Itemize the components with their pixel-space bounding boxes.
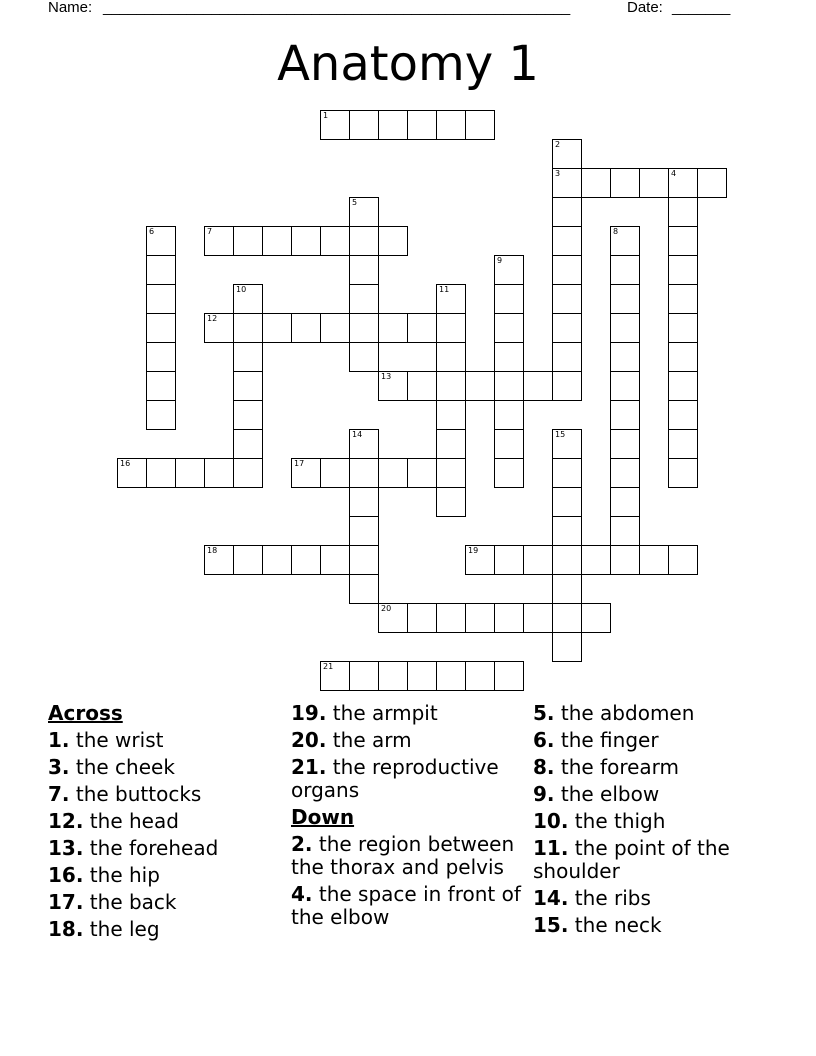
grid-cell[interactable]: [465, 603, 495, 633]
grid-cell[interactable]: [146, 284, 176, 314]
grid-cell[interactable]: [668, 313, 698, 343]
grid-cell[interactable]: [552, 429, 582, 459]
grid-cell[interactable]: [378, 603, 408, 633]
clue-across-7: [48, 783, 278, 806]
grid-cell[interactable]: [349, 545, 379, 575]
grid-cell[interactable]: [378, 661, 408, 691]
grid-cell[interactable]: [436, 284, 466, 314]
grid-cell[interactable]: [494, 342, 524, 372]
clue-number: 19.: [291, 701, 327, 725]
grid-cell[interactable]: [465, 371, 495, 401]
grid-cell[interactable]: [639, 545, 669, 575]
grid-cell[interactable]: [349, 574, 379, 604]
cell-number: 3: [555, 169, 561, 178]
grid-cell[interactable]: [610, 342, 640, 372]
clue-down-4: [291, 883, 526, 929]
grid-cell[interactable]: [291, 458, 321, 488]
grid-cell[interactable]: [552, 516, 582, 546]
grid-cell[interactable]: [146, 342, 176, 372]
cell-number: 11: [439, 285, 450, 294]
grid-cell[interactable]: [204, 313, 234, 343]
grid-cell[interactable]: [610, 400, 640, 430]
grid-cell[interactable]: [552, 632, 582, 662]
grid-cell[interactable]: [436, 661, 466, 691]
grid-cell[interactable]: [349, 429, 379, 459]
grid-cell[interactable]: [668, 545, 698, 575]
grid-cell[interactable]: [552, 313, 582, 343]
grid-cell[interactable]: [146, 226, 176, 256]
grid-cell[interactable]: [233, 313, 263, 343]
clue-text: the arm: [332, 728, 412, 752]
clue-number: 7.: [48, 782, 70, 806]
grid-cell[interactable]: [668, 168, 698, 198]
grid-cell[interactable]: [407, 371, 437, 401]
cell-number: 5: [352, 198, 358, 207]
grid-cell[interactable]: [233, 400, 263, 430]
cell-number: 4: [671, 169, 677, 178]
clue-number: 21.: [291, 755, 327, 779]
grid-cell[interactable]: [436, 400, 466, 430]
clue-down-15: [533, 914, 768, 937]
date-field[interactable]: _______: [672, 0, 731, 16]
grid-cell[interactable]: [668, 342, 698, 372]
clue-across-17: [48, 891, 278, 914]
grid-cell[interactable]: [378, 458, 408, 488]
grid-cell[interactable]: [581, 603, 611, 633]
clue-down-8: [533, 756, 768, 779]
clue-text: the ribs: [574, 886, 651, 910]
grid-cell[interactable]: [320, 458, 350, 488]
grid-cell[interactable]: [407, 661, 437, 691]
grid-cell[interactable]: [697, 168, 727, 198]
clue-number: 4.: [291, 882, 313, 906]
grid-cell[interactable]: [552, 487, 582, 517]
grid-cell[interactable]: [552, 226, 582, 256]
clue-text: the back: [89, 890, 177, 914]
grid-cell[interactable]: [349, 226, 379, 256]
grid-cell[interactable]: [349, 487, 379, 517]
grid-cell[interactable]: [494, 371, 524, 401]
clue-text: the elbow: [560, 782, 660, 806]
grid-cell[interactable]: [436, 110, 466, 140]
grid-cell[interactable]: [494, 603, 524, 633]
grid-cell[interactable]: [378, 371, 408, 401]
clue-across-19: [291, 702, 526, 725]
grid-cell[interactable]: [436, 429, 466, 459]
grid-cell[interactable]: [668, 458, 698, 488]
clue-down-14: [533, 887, 768, 910]
grid-cell[interactable]: [320, 110, 350, 140]
grid-cell[interactable]: [436, 342, 466, 372]
grid-cell[interactable]: [610, 168, 640, 198]
grid-cell[interactable]: [552, 574, 582, 604]
grid-cell[interactable]: [494, 429, 524, 459]
grid-cell[interactable]: [668, 371, 698, 401]
grid-cell[interactable]: [349, 197, 379, 227]
grid-cell[interactable]: [552, 255, 582, 285]
clue-down-2: [291, 833, 526, 879]
grid-cell[interactable]: [262, 545, 292, 575]
clue-number: 8.: [533, 755, 555, 779]
cell-number: 14: [352, 430, 363, 439]
grid-cell[interactable]: [668, 400, 698, 430]
clue-number: 6.: [533, 728, 555, 752]
grid-cell[interactable]: [436, 458, 466, 488]
clue-text: the buttocks: [75, 782, 202, 806]
clue-number: 16.: [48, 863, 84, 887]
grid-cell[interactable]: [552, 284, 582, 314]
clue-text: the cheek: [75, 755, 175, 779]
grid-cell[interactable]: [552, 458, 582, 488]
grid-cell[interactable]: [349, 661, 379, 691]
clue-number: 5.: [533, 701, 555, 725]
cell-number: 20: [381, 604, 392, 613]
clue-across-16: [48, 864, 278, 887]
grid-cell[interactable]: [552, 371, 582, 401]
clue-text: the armpit: [332, 701, 438, 725]
grid-cell[interactable]: [117, 458, 147, 488]
grid-cell[interactable]: [610, 516, 640, 546]
clue-text: the wrist: [75, 728, 164, 752]
grid-cell[interactable]: [465, 110, 495, 140]
grid-cell[interactable]: [552, 197, 582, 227]
grid-cell[interactable]: [349, 516, 379, 546]
grid-cell[interactable]: [552, 168, 582, 198]
clue-number: 2.: [291, 832, 313, 856]
grid-cell[interactable]: [146, 400, 176, 430]
clue-number: 3.: [48, 755, 70, 779]
clue-across-20: [291, 729, 526, 752]
clue-number: 14.: [533, 886, 569, 910]
grid-cell[interactable]: [204, 458, 234, 488]
grid-cell[interactable]: [523, 603, 553, 633]
clue-text: the leg: [89, 917, 160, 941]
clue-number: 13.: [48, 836, 84, 860]
grid-cell[interactable]: [639, 168, 669, 198]
grid-cell[interactable]: [552, 603, 582, 633]
clue-number: 15.: [533, 913, 569, 937]
grid-cell[interactable]: [407, 458, 437, 488]
grid-cell[interactable]: [610, 458, 640, 488]
grid-cell[interactable]: [436, 487, 466, 517]
grid-cell[interactable]: [320, 545, 350, 575]
down-heading: Down: [291, 805, 355, 829]
clue-text: the point of the shoulder: [533, 836, 730, 883]
grid-cell[interactable]: [407, 313, 437, 343]
cell-number: 21: [323, 662, 334, 671]
clues-column-3: [533, 702, 768, 941]
clue-down-5: [533, 702, 768, 725]
grid-cell[interactable]: [146, 371, 176, 401]
grid-cell[interactable]: [436, 313, 466, 343]
grid-cell[interactable]: [436, 371, 466, 401]
grid-cell[interactable]: [291, 313, 321, 343]
grid-cell[interactable]: [146, 313, 176, 343]
clue-text: the abdomen: [560, 701, 695, 725]
clue-text: the head: [89, 809, 179, 833]
cell-number: 19: [468, 546, 479, 555]
grid-cell[interactable]: [146, 255, 176, 285]
clue-down-9: [533, 783, 768, 806]
grid-cell[interactable]: [349, 313, 379, 343]
grid-cell[interactable]: [233, 284, 263, 314]
clue-text: the forearm: [560, 755, 680, 779]
grid-cell[interactable]: [494, 284, 524, 314]
clue-text: the space in front of the elbow: [291, 882, 521, 929]
grid-cell[interactable]: [320, 661, 350, 691]
grid-cell[interactable]: [349, 255, 379, 285]
cell-number: 16: [120, 459, 131, 468]
grid-cell[interactable]: [552, 545, 582, 575]
grid-cell[interactable]: [291, 545, 321, 575]
clue-text: the region between the thorax and pelvis: [291, 832, 515, 879]
clue-down-6: [533, 729, 768, 752]
date-label: Date:: [627, 0, 663, 16]
clue-text: the hip: [89, 863, 160, 887]
grid-cell[interactable]: [581, 545, 611, 575]
page-title: Anatomy 1: [277, 36, 539, 92]
cell-number: 8: [613, 227, 619, 236]
grid-cell[interactable]: [465, 545, 495, 575]
grid-cell[interactable]: [378, 226, 408, 256]
grid-cell[interactable]: [668, 284, 698, 314]
clue-number: 1.: [48, 728, 70, 752]
grid-cell[interactable]: [262, 226, 292, 256]
grid-cell[interactable]: [523, 371, 553, 401]
grid-cell[interactable]: [146, 458, 176, 488]
grid-cell[interactable]: [610, 284, 640, 314]
cell-number: 12: [207, 314, 218, 323]
grid-cell[interactable]: [552, 342, 582, 372]
clue-number: 20.: [291, 728, 327, 752]
grid-cell[interactable]: [610, 371, 640, 401]
grid-cell[interactable]: [175, 458, 205, 488]
clue-down-11: [533, 837, 768, 883]
cell-number: 15: [555, 430, 566, 439]
across-heading: Across: [48, 701, 123, 725]
clue-text: the reproductive organs: [291, 755, 499, 802]
clue-across-13: [48, 837, 278, 860]
grid-cell[interactable]: [204, 545, 234, 575]
grid-cell[interactable]: [436, 603, 466, 633]
grid-cell[interactable]: [668, 429, 698, 459]
grid-cell[interactable]: [320, 226, 350, 256]
grid-cell[interactable]: [233, 342, 263, 372]
grid-cell[interactable]: [407, 603, 437, 633]
cell-number: 2: [555, 140, 561, 149]
grid-cell[interactable]: [262, 313, 292, 343]
clue-across-18: [48, 918, 278, 941]
clue-across-1: [48, 729, 278, 752]
grid-cell[interactable]: [349, 342, 379, 372]
cell-number: 10: [236, 285, 247, 294]
clue-across-12: [48, 810, 278, 833]
grid-cell[interactable]: [349, 110, 379, 140]
clue-number: 9.: [533, 782, 555, 806]
grid-cell[interactable]: [378, 313, 408, 343]
clue-number: 18.: [48, 917, 84, 941]
grid-cell[interactable]: [523, 545, 553, 575]
grid-cell[interactable]: [610, 226, 640, 256]
grid-cell[interactable]: [465, 661, 495, 691]
cell-number: 7: [207, 227, 213, 236]
grid-cell[interactable]: [581, 168, 611, 198]
cell-number: 9: [497, 256, 503, 265]
clue-text: the forehead: [89, 836, 219, 860]
grid-cell[interactable]: [233, 429, 263, 459]
grid-cell[interactable]: [494, 255, 524, 285]
grid-cell[interactable]: [610, 255, 640, 285]
grid-cell[interactable]: [233, 226, 263, 256]
clue-across-21: [291, 756, 526, 802]
cell-number: 13: [381, 372, 392, 381]
clue-number: 12.: [48, 809, 84, 833]
cell-number: 1: [323, 111, 329, 120]
clue-text: the finger: [560, 728, 659, 752]
name-label: Name:: [48, 0, 93, 16]
grid-cell[interactable]: [494, 400, 524, 430]
grid-cell[interactable]: [349, 458, 379, 488]
cell-number: 17: [294, 459, 305, 468]
clue-down-10: [533, 810, 768, 833]
grid-cell[interactable]: [233, 371, 263, 401]
grid-cell[interactable]: [610, 429, 640, 459]
cell-number: 6: [149, 227, 155, 236]
clue-number: 17.: [48, 890, 84, 914]
grid-cell[interactable]: [291, 226, 321, 256]
grid-cell[interactable]: [378, 110, 408, 140]
clue-number: 11.: [533, 836, 569, 860]
grid-cell[interactable]: [610, 313, 640, 343]
grid-cell[interactable]: [233, 458, 263, 488]
grid-cell[interactable]: [494, 458, 524, 488]
clue-across-3: [48, 756, 278, 779]
grid-cell[interactable]: [233, 545, 263, 575]
name-field[interactable]: ________________________________________________________: [103, 0, 571, 16]
grid-cell[interactable]: [204, 226, 234, 256]
clues-column-2: [291, 702, 526, 933]
grid-cell[interactable]: [552, 139, 582, 169]
grid-cell[interactable]: [668, 226, 698, 256]
grid-cell[interactable]: [407, 110, 437, 140]
clue-text: the neck: [574, 913, 662, 937]
clue-number: 10.: [533, 809, 569, 833]
grid-cell[interactable]: [320, 313, 350, 343]
grid-cell[interactable]: [610, 487, 640, 517]
clue-text: the thigh: [574, 809, 666, 833]
cell-number: 18: [207, 546, 218, 555]
grid-cell[interactable]: [349, 284, 379, 314]
clues-column-1: [48, 702, 278, 945]
grid-cell[interactable]: [494, 661, 524, 691]
grid-cell[interactable]: [668, 197, 698, 227]
grid-cell[interactable]: [610, 545, 640, 575]
grid-cell[interactable]: [668, 255, 698, 285]
grid-cell[interactable]: [494, 545, 524, 575]
grid-cell[interactable]: [494, 313, 524, 343]
